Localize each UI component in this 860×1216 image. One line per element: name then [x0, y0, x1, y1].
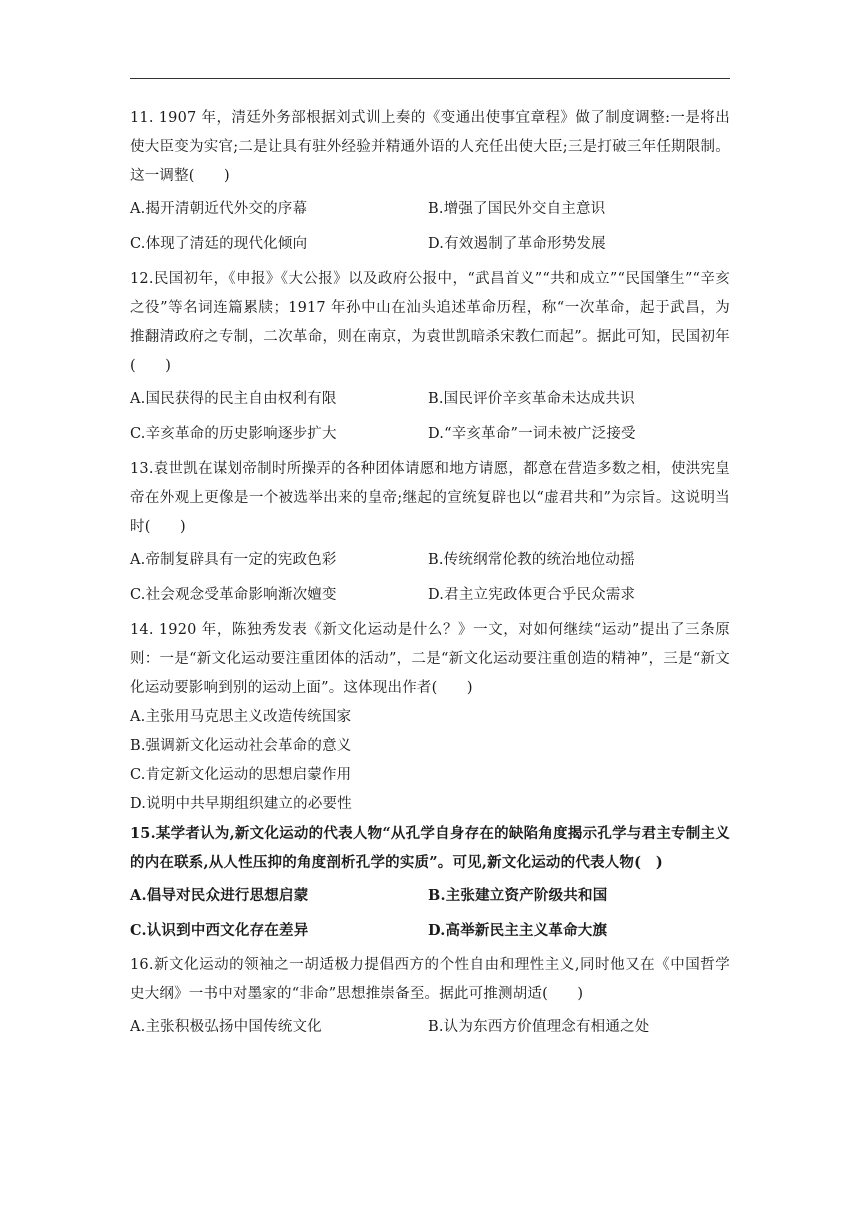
header-rule — [130, 78, 730, 79]
option-b: B.传统纲常伦教的统治地位动摇 — [428, 552, 635, 568]
question-stem: 14. 1920 年，陈独秀发表《新文化运动是什么？》一文，对如何继续“运动”提出了三条原则：一是“新文化运动要注重团体的活动”，二是“新文化运动要注重创造的精神”，三是“新文化运动要影响到别的运动上面”。这体现出作者( ) — [130, 622, 730, 696]
option-row — [130, 385, 730, 414]
option-b: B.主张建立资产阶级共和国 — [428, 887, 608, 904]
option-row — [130, 916, 730, 945]
option-b: B.增强了国民外交自主意识 — [428, 201, 606, 217]
option-row — [130, 230, 730, 259]
option-a: A.倡导对民众进行思想启蒙 — [130, 887, 309, 904]
option-b: B.强调新文化运动社会革命的意义 — [130, 738, 352, 754]
question-13 — [130, 455, 730, 610]
option-c: C.认识到中西文化存在差异 — [130, 922, 309, 939]
option-c: C.体现了清廷的现代化倾向 — [130, 236, 308, 252]
option-a: A.帝制复辟具有一定的宪政色彩 — [130, 552, 337, 568]
option-row — [130, 1013, 730, 1042]
option-row — [130, 420, 730, 449]
option-a: A.国民获得的民主自由权利有限 — [130, 391, 337, 407]
question-11 — [130, 104, 730, 259]
option-a: A.揭开清朝近代外交的序幕 — [130, 201, 308, 217]
option-d: D.高举新民主主义革命大旗 — [428, 922, 608, 939]
option-b: B.国民评价辛亥革命未达成共识 — [428, 391, 635, 407]
question-stem: 13.袁世凯在谋划帝制时所操弄的各种团体请愿和地方请愿，都意在营造多数之相，使洪宪皇帝在外观上更像是一个被选举出来的皇帝;继起的宣统复辟也以“虚君共和”为宗旨。这说明当时( ) — [130, 461, 730, 535]
option-a: A.主张用马克思主义改造传统国家 — [130, 709, 352, 725]
question-12 — [130, 265, 730, 449]
option-row — [130, 881, 730, 910]
question-16 — [130, 951, 730, 1042]
question-stem: 16.新文化运动的领袖之一胡适极力提倡西方的个性自由和理性主义,同时他又在《中国哲学史大纲》一书中对墨家的“非命”思想推崇备至。据此可推测胡适( ) — [130, 957, 730, 1002]
option-row — [130, 581, 730, 610]
option-row — [130, 546, 730, 575]
option-c: C.辛亥革命的历史影响逐步扩大 — [130, 426, 337, 442]
question-list — [130, 104, 730, 1048]
option-b: B.认为东西方价值理念有相通之处 — [428, 1019, 650, 1035]
question-stem: 11. 1907 年，清廷外务部根据刘式训上奏的《变通出使事宜章程》做了制度调整:一是将出使大臣变为实官;二是让具有驻外经验并精通外语的人充任出使大臣;三是打破三年任期限制。这一调整( ) — [130, 110, 730, 184]
question-stem: 12.民国初年，《申报》《大公报》以及政府公报中，“武昌首义”“共和成立”“民国肇生”“辛亥之役”等名词连篇累牍；1917 年孙中山在汕头追述革命历程，称“一次革命，起于武昌，为推翻清政府之专制，二次革命，则在南京，为袁世凯暗杀宋教仁而起”。据此可知，民国初年( ) — [130, 271, 730, 374]
option-d: D.有效遏制了革命形势发展 — [428, 236, 606, 252]
question-15 — [130, 819, 730, 945]
question-14 — [130, 616, 730, 819]
option-row — [130, 195, 730, 224]
option-a: A.主张积极弘扬中国传统文化 — [130, 1019, 322, 1035]
option-d: D.君主立宪政体更合乎民众需求 — [428, 587, 636, 603]
option-d: D.说明中共早期组织建立的必要性 — [130, 796, 352, 812]
question-stem: 15.某学者认为,新文化运动的代表人物“从孔学自身存在的缺陷角度揭示孔学与君主专制主义的内在联系,从人性压抑的角度剖析孔学的实质”。可见,新文化运动的代表人物( ) — [130, 825, 730, 871]
option-d: D.“辛亥革命”一词未被广泛接受 — [428, 426, 636, 442]
option-c: C.肯定新文化运动的思想启蒙作用 — [130, 767, 352, 783]
option-c: C.社会观念受革命影响渐次嬗变 — [130, 587, 337, 603]
